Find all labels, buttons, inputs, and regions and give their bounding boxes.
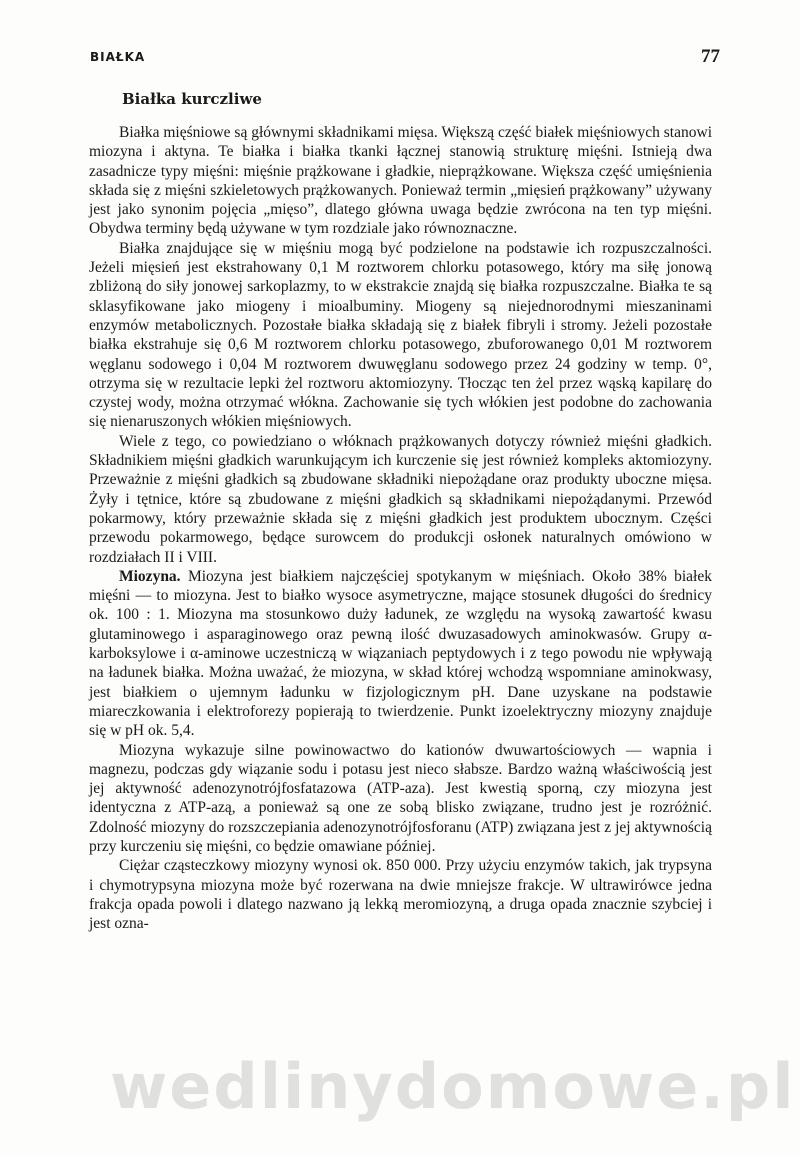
paragraph-text: Miozyna jest białkiem najczęściej spotykanym w mięśniach. Około 38% białek mięśni — to miozyna. Jest to białko wysoce asymetryczne, mające stosunek długości do średnicy ok. 100 : 1. Miozyna ma stosunkowo duży ładunek, ze względu na wysoką zawartość kwasu glutaminowego i asparaginowego oraz pewną ilość dwuzasadowych aminokwasów. Grupy α-karboksylowe i α-aminowe uczestniczą w wiązaniach peptydowych i z tego powodu nie wpływają na ładunek białka. Można uważać, że miozyna, w skład której wchodzą wspomniane aminokwasy, jest białkiem o ujemnym ładunku w fizjologicznym pH. Dane uzyskane na podstawie miareczkowania i elektroforezy popierają to twierdzenie. Punkt izoelektryczny miozyny znajduje się w pH ok. 5,4. <box>89 567 712 740</box>
paragraph-text: Miozyna wykazuje silne powinowactwo do kationów dwuwartościowych — wapnia i magnezu, podczas gdy wiązanie sodu i potasu jest nieco słabsze. Bardzo ważną właściwością jest jej aktywność adenozynotrójfosfatazowa (ATP-aza). Jest kwestią sporną, czy miozyna jest identyczna z ATP-azą, a ponieważ są one ze sobą blisko związane, trudno jest je rozróżnić. Zdolność miozyny do rozszczepiania adenozynotrójfosforanu (ATP) związana jest z jej aktywnością przy kurczeniu się mięśni, co będzie omawiane później. <box>89 741 712 855</box>
paragraph-text: Wiele z tego, co powiedziano o włóknach prążkowanych dotyczy również mięśni gładkich. Składnikiem mięśni gładkich warunkującym ich kurczenie się jest również kompleks aktomiozyny. Przeważnie z mięśni gładkich są zbudowane składniki niepożądane oraz produkty uboczne mięsa. Żyły i tętnice, które są zbudowane z mięśni gładkich są składnikami niepożądanymi. Przewód pokarmowy, który przeważnie składa się z mięśni gładkich jest produktem ubocznym. Części przewodu pokarmowego, będące surowcem do produkcji osłonek naturalnych omówiono w rozdziałach II i VIII. <box>89 432 712 566</box>
body-text <box>89 123 712 933</box>
paragraph-solubility <box>89 239 712 432</box>
paragraph-intro <box>89 123 712 239</box>
running-title: BIAŁKA <box>90 50 146 64</box>
paragraph-smooth-muscle <box>89 432 712 567</box>
section-title: Białka kurczliwe <box>122 90 262 108</box>
paragraph-text: Ciężar cząsteczkowy miozyny wynosi ok. 850 000. Przy użyciu enzymów takich, jak trypsyna i chymotrypsyna miozyna może być rozerwana na dwie mniejsze frakcje. W ultrawirówce jedna frakcja opada powoli i dlatego nazwano ją lekką meromiozyną, a druga opada znacznie szybciej i jest ozna- <box>89 857 712 933</box>
page-number: 77 <box>701 46 720 67</box>
paragraph-text: Białka znajdujące się w mięśniu mogą być podzielone na podstawie ich rozpuszczalności. Jeżeli mięsień jest ekstrahowany 0,1 M roztworem chlorku potasowego, który ma siłę jonową zbliżoną do siły jonowej sarkoplazmy, to w ekstrakcie znajdą się białka rozpuszczalne. Białka te są sklasyfikowane jako miogeny i mioalbuminy. Miogeny są niejednorodnymi mieszaninami enzymów metabolicznych. Pozostałe białka składają się z białek fibryli i stromy. Jeżeli pozostałe białka ekstrahuje się 0,6 M roztworem chlorku potasowego, zbuforowanego 0,01 M roztworem węglanu sodowego i 0,04 M roztworem dwuwęglanu sodowego przez 24 godziny w temp. 0°, otrzyma się w rezultacie lepki żel roztworu aktomiozyny. Tłocząc ten żel przez wąską kapilarę do czystej wody, można otrzymać włókna. Zachowanie się tych włókien jest podobne do zachowania się nienaruszonych włókien mięśniowych. <box>89 239 712 431</box>
paragraph-myosin <box>89 567 712 741</box>
paragraph-text: Białka mięśniowe są głównymi składnikami mięsa. Większą część białek mięśniowych stanowi miozyna i aktyna. Te białka i białka tkanki łącznej stanowią strukturę mięśni. Istnieją dwa zasadnicze typy mięśni: mięśnie prążkowane i gładkie, nieprążkowane. Większa część umięśnienia składa się z mięśni szkieletowych prążkowanych. Ponieważ termin „mięsień prążkowany” używany jest jako synonim pojęcia „mięso”, dlatego główna uwaga będzie zwrócona na ten typ mięśni. Obydwa terminy będą używane w tym rozdziale jako równoznaczne. <box>89 124 712 238</box>
watermark: wedlinydomowe.pl <box>110 1050 796 1123</box>
paragraph-lead-term: Miozyna. <box>119 567 181 585</box>
running-header <box>90 46 720 70</box>
paragraph-molecular-weight <box>89 856 712 933</box>
paragraph-myosin-affinity <box>89 741 712 857</box>
